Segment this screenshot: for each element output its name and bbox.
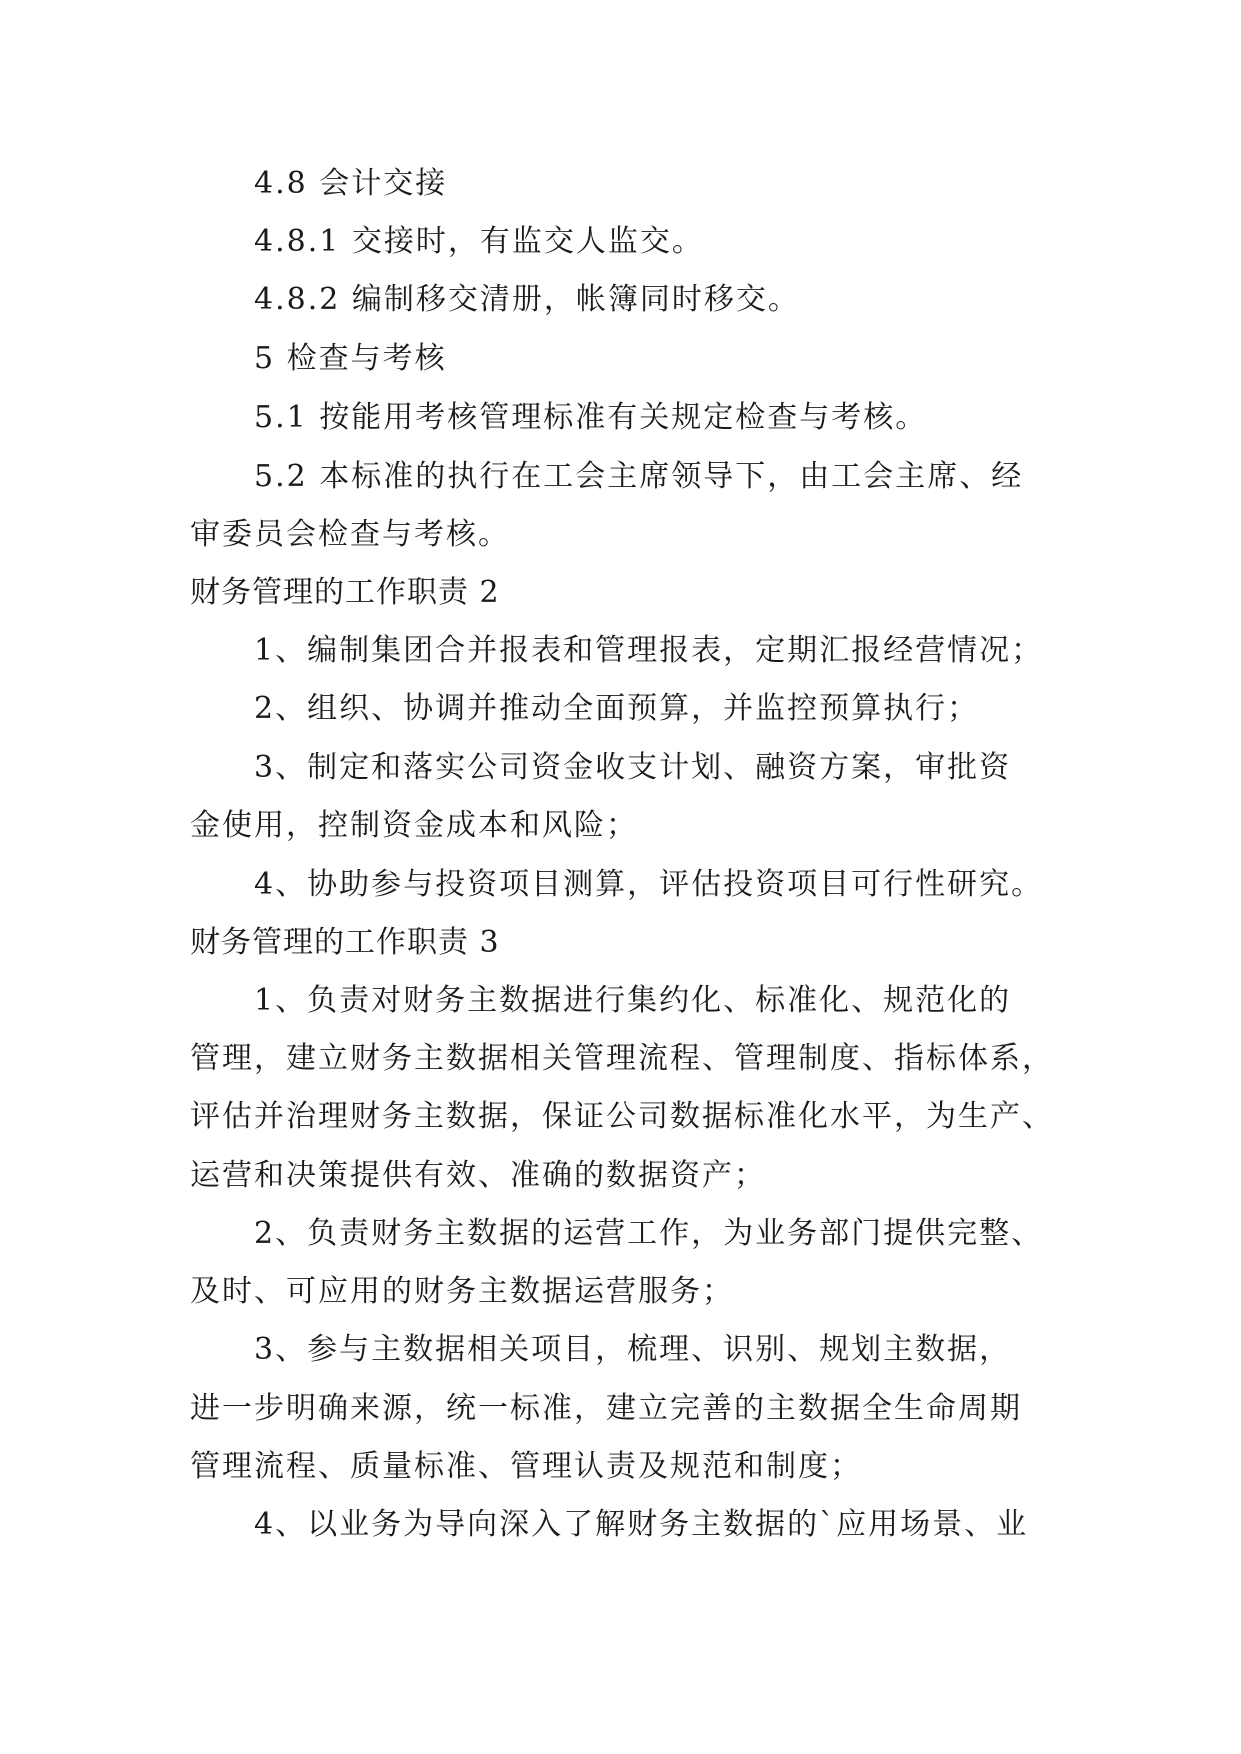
paragraph-line: 2、负责财务主数据的运营工作，为业务部门提供完整、 — [254, 1216, 1044, 1251]
paragraph-line: 2、组织、协调并推动全面预算，并监控预算执行； — [254, 691, 980, 726]
paragraph-line: 5.1 按能用考核管理标准有关规定检查与考核。 — [254, 400, 928, 435]
section-heading-5: 5 检查与考核 — [254, 341, 447, 376]
paragraph-line: 4、协助参与投资项目测算，评估投资项目可行性研究。 — [254, 867, 1044, 902]
section-heading-4-8: 4.8 会计交接 — [254, 166, 448, 201]
paragraph-line: 5.2 本标准的执行在工会主席领导下，由工会主席、经 — [254, 459, 1024, 494]
article-heading-3: 财务管理的工作职责 3 — [190, 925, 500, 960]
paragraph-line: 1、编制集团合并报表和管理报表，定期汇报经营情况； — [254, 633, 1044, 668]
paragraph-line: 运营和决策提供有效、准确的数据资产； — [190, 1158, 766, 1193]
paragraph-line: 4、以业务为导向深入了解财务主数据的`应用场景、业 — [254, 1507, 1029, 1542]
paragraph-line: 1、负责对财务主数据进行集约化、标准化、规范化的 — [254, 983, 1012, 1018]
paragraph-line: 评估并治理财务主数据，保证公司数据标准化水平，为生产、 — [190, 1099, 1054, 1134]
paragraph-line: 及时、可应用的财务主数据运营服务； — [190, 1274, 734, 1309]
paragraph-line: 管理流程、质量标准、管理认责及规范和制度； — [190, 1449, 862, 1484]
paragraph-line: 管理，建立财务主数据相关管理流程、管理制度、指标体系， — [190, 1041, 1054, 1076]
article-heading-2: 财务管理的工作职责 2 — [190, 575, 500, 610]
paragraph-line: 金使用，控制资金成本和风险； — [190, 808, 638, 843]
paragraph-line: 3、制定和落实公司资金收支计划、融资方案，审批资 — [254, 750, 1012, 785]
paragraph-line: 3、参与主数据相关项目，梳理、识别、规划主数据， — [254, 1332, 1012, 1367]
paragraph-line: 4.8.1 交接时，有监交人监交。 — [254, 224, 704, 259]
paragraph-line: 审委员会检查与考核。 — [190, 517, 510, 552]
paragraph-line: 4.8.2 编制移交清册，帐簿同时移交。 — [254, 282, 800, 317]
paragraph-line: 进一步明确来源，统一标准，建立完善的主数据全生命周期 — [190, 1391, 1022, 1426]
